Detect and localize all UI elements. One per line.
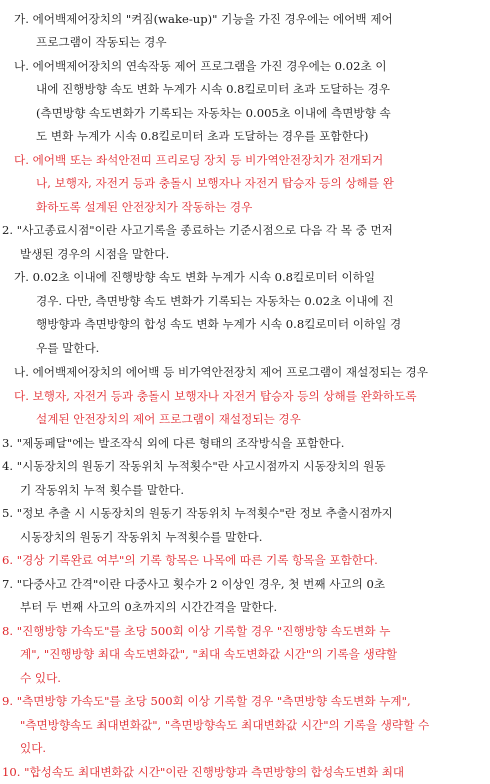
text-line: 부터 두 번째 사고의 0초까지의 시간간격을 말한다. bbox=[20, 600, 278, 614]
text-line: 수 있다. bbox=[20, 671, 61, 685]
text-line: 다. 보행자, 자전거 등과 충돌시 보행자나 자전거 탑승자 등의 상해를 완화하도록 bbox=[14, 389, 417, 403]
text-line: 6. "경상 기록완료 여부"의 기록 항목은 나목에 따른 기록 항목을 포함한다. bbox=[2, 553, 378, 567]
text-line: (측면방향 속도변화가 기록되는 자동차는 0.005초 이내에 측면방향 속 bbox=[36, 106, 391, 120]
text-line: 설계된 안전장치의 제어 프로그램이 재설정되는 경우 bbox=[36, 412, 301, 426]
text-line: 도 변화 누계가 시속 0.8킬로미터 초과 도달하는 경우를 포함한다) bbox=[36, 129, 369, 143]
text-line: 화하도록 설계된 안전장치가 작동하는 경우 bbox=[36, 200, 253, 214]
text-line: 3. "제동페달"에는 발조작식 외에 다른 형태의 조작방식을 포함한다. bbox=[2, 436, 345, 450]
text-line: 발생된 경우의 시점을 말한다. bbox=[20, 247, 170, 261]
text-line: 8. "진행방향 가속도"를 초당 500회 이상 기록할 경우 "진행방향 속도변화 누 bbox=[2, 624, 391, 638]
text-line: 5. "정보 추출 시 시동장치의 원동기 작동위치 누적횟수"란 정보 추출시점까지 bbox=[2, 506, 393, 520]
text-line: 계", "진행방향 최대 속도변화값", "최대 속도변화값 시간"의 기록을 생략할 bbox=[20, 647, 398, 661]
text-line: 시동장치의 원동기 작동위치 누적횟수를 말한다. bbox=[20, 530, 263, 544]
text-line: 경우. 다만, 측면방향 속도 변화가 기록되는 자동차는 0.02초 이내에 진 bbox=[36, 294, 394, 308]
text-line: 있다. bbox=[20, 741, 47, 755]
text-line: 2. "사고종료시점"이란 사고기록을 종료하는 기준시점으로 다음 각 목 중 먼저 bbox=[2, 223, 393, 237]
text-line: 내에 진행방향 속도 변화 누계가 시속 0.8킬로미터 초과 도달하는 경우 bbox=[36, 82, 390, 96]
text-line: 우를 말한다. bbox=[36, 341, 100, 355]
text-line: "측면방향속도 최대변화값", "측면방향속도 최대변화값 시간"의 기록을 생략할 수 bbox=[20, 718, 430, 732]
text-line: 다. 에어백 또는 좌석안전띠 프리로딩 장치 등 비가역안전장치가 전개되거 bbox=[14, 153, 384, 167]
text-line: 7. "다중사고 간격"이란 다중사고 횟수가 2 이상인 경우, 첫 번째 사고의 0초 bbox=[2, 577, 386, 591]
text-line: 10. "합성속도 최대변화값 시간"이란 진행방향과 측면방향의 합성속도변화 최대 bbox=[2, 765, 405, 779]
text-line: 가. 0.02초 이내에 진행방향 속도 변화 누계가 시속 0.8킬로미터 이하일 bbox=[14, 270, 376, 284]
text-line: 나. 에어백제어장치의 에어백 등 비가역안전장치 제어 프로그램이 재설정되는 경우 bbox=[14, 365, 428, 379]
text-line: 가. 에어백제어장치의 "켜짐(wake-up)" 기능을 가진 경우에는 에어백 제어 bbox=[14, 12, 393, 26]
text-line: 나, 보행자, 자전거 등과 충돌시 보행자나 자전거 탑승자 등의 상해를 완 bbox=[36, 176, 394, 190]
text-line: 4. "시동장치의 원동기 작동위치 누적횟수"란 사고시점까지 시동장치의 원동 bbox=[2, 459, 386, 473]
text-line: 프로그램이 작동되는 경우 bbox=[36, 35, 167, 49]
text-line: 기 작동위치 누적 횟수를 말한다. bbox=[20, 483, 185, 497]
text-line: 나. 에어백제어장치의 연속작동 제어 프로그램을 가진 경우에는 0.02초 이 bbox=[14, 59, 387, 73]
text-line: 9. "측면방향 가속도"를 초당 500회 이상 기록할 경우 "측면방향 속도변화 누계", bbox=[2, 694, 411, 708]
text-line: 행방향과 측면방향의 합성 속도 변화 누계가 시속 0.8킬로미터 이하일 경 bbox=[36, 317, 402, 331]
